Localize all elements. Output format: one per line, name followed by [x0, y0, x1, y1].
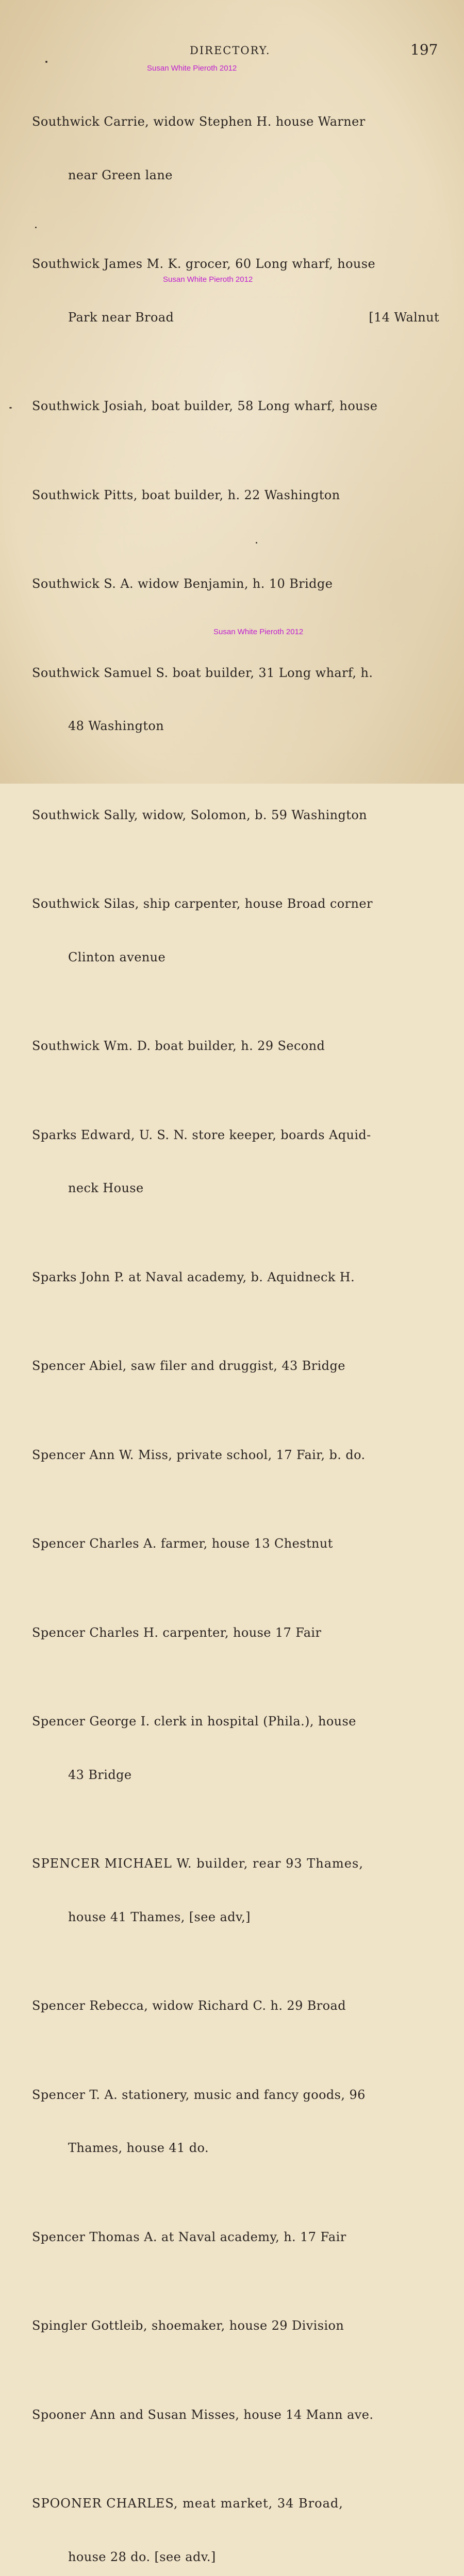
- directory-entry: [32, 1091, 444, 1233]
- entry-line: Southwick Carrie, widow Stephen H. house Warner: [32, 114, 366, 129]
- directory-entry: [32, 1002, 444, 1091]
- entry-line: Sparks Edward, U. S. N. store keeper, boards Aquid-: [32, 1127, 371, 1142]
- directory-entry: [32, 1588, 444, 1677]
- entry-continuation: [32, 309, 444, 327]
- directory-entry: [32, 2459, 444, 2576]
- directory-entry: [32, 771, 444, 860]
- directory-entry: [32, 77, 444, 219]
- entry-line: Southwick James M. K. grocer, 60 Long wharf, house: [32, 257, 376, 271]
- directory-entry: [32, 2370, 444, 2460]
- entry-line: Spencer Ann W. Miss, private school, 17 Fair, b. do.: [32, 1447, 366, 1462]
- directory-entry: [32, 1961, 444, 2050]
- entry-line: Southwick Sally, widow, Solomon, b. 59 Washington: [32, 807, 368, 822]
- entry-line: Spencer Rebecca, widow Richard C. h. 29 Broad: [32, 1998, 346, 2013]
- directory-entry: [32, 451, 444, 540]
- paper-speck: [45, 61, 47, 63]
- entry-continuation: house 41 Thames, [see adv,]: [68, 1909, 251, 1924]
- entry-line: Spencer Charles H. carpenter, house 17 Fair: [32, 1625, 322, 1640]
- entry-line: Southwick Samuel S. boat builder, 31 Long wharf, h.: [32, 665, 373, 680]
- entry-continuation: near Green lane: [68, 167, 173, 182]
- entry-continuation-left: Park near Broad: [68, 310, 174, 325]
- watermark: Susan White Pieroth 2012: [163, 275, 253, 284]
- entry-continuation: 48 Washington: [68, 719, 164, 733]
- entry-line: Spencer Thomas A. at Naval academy, h. 17 Fair: [32, 2229, 346, 2244]
- paper-speck: [9, 407, 12, 409]
- entry-continuation: house 28 do. [see adv.]: [68, 2549, 216, 2564]
- entry-line: Southwick Silas, ship carpenter, house Broad corner: [32, 896, 373, 911]
- directory-entry: [32, 1233, 444, 1322]
- entry-line: Spencer George I. clerk in hospital (Phila.), house: [32, 1714, 356, 1728]
- entry-continuation-right: [14 Walnut: [369, 310, 439, 325]
- watermark: Susan White Pieroth 2012: [147, 64, 237, 73]
- directory-entry: [32, 1677, 444, 1819]
- entry-line: Southwick Pitts, boat builder, h. 22 Washington: [32, 487, 340, 502]
- running-head: DIRECTORY.: [190, 44, 271, 57]
- entry-line: SPENCER MICHAEL W. builder, rear 93 Thames,: [32, 1856, 363, 1871]
- entry-line: Southwick Wm. D. boat builder, h. 29 Second: [32, 1039, 325, 1053]
- directory-entry: [32, 2281, 444, 2370]
- directory-entry: [32, 1411, 444, 1500]
- directory-entries: [32, 77, 444, 2576]
- entry-continuation: neck House: [68, 1181, 144, 1195]
- entry-line: Southwick Josiah, boat builder, 58 Long wharf, house: [32, 399, 378, 413]
- directory-entry: [32, 1819, 444, 1961]
- entry-line: Spencer Charles A. farmer, house 13 Chestnut: [32, 1536, 333, 1551]
- directory-entry: [32, 1499, 444, 1588]
- entry-line: Spencer T. A. stationery, music and fancy goods, 96: [32, 2087, 366, 2102]
- directory-entry: [32, 539, 444, 629]
- directory-entry: [32, 629, 444, 771]
- entry-line: Sparks John P. at Naval academy, b. Aquidneck H.: [32, 1269, 355, 1284]
- entry-continuation: 43 Bridge: [68, 1767, 132, 1782]
- entry-line: Spencer Abiel, saw filer and druggist, 43 Bridge: [32, 1359, 345, 1373]
- entry-line: Southwick S. A. widow Benjamin, h. 10 Bridge: [32, 577, 333, 591]
- watermark: Susan White Pieroth 2012: [213, 628, 304, 636]
- entry-line: Spooner Ann and Susan Misses, house 14 Mann ave.: [32, 2407, 374, 2422]
- page-header: [0, 41, 464, 62]
- directory-entry: [32, 859, 444, 1002]
- entry-continuation: Thames, house 41 do.: [68, 2141, 209, 2155]
- entry-continuation: Clinton avenue: [68, 950, 166, 964]
- directory-entry: [32, 2050, 444, 2193]
- page-number: 197: [410, 41, 438, 58]
- directory-entry: [32, 2193, 444, 2282]
- entry-line: SPOONER CHARLES, meat market, 34 Broad,: [32, 2496, 343, 2511]
- directory-entry: [32, 362, 444, 451]
- directory-entry: [32, 219, 444, 362]
- entry-line: Spingler Gottleib, shoemaker, house 29 Division: [32, 2318, 344, 2333]
- directory-entry: [32, 1321, 444, 1411]
